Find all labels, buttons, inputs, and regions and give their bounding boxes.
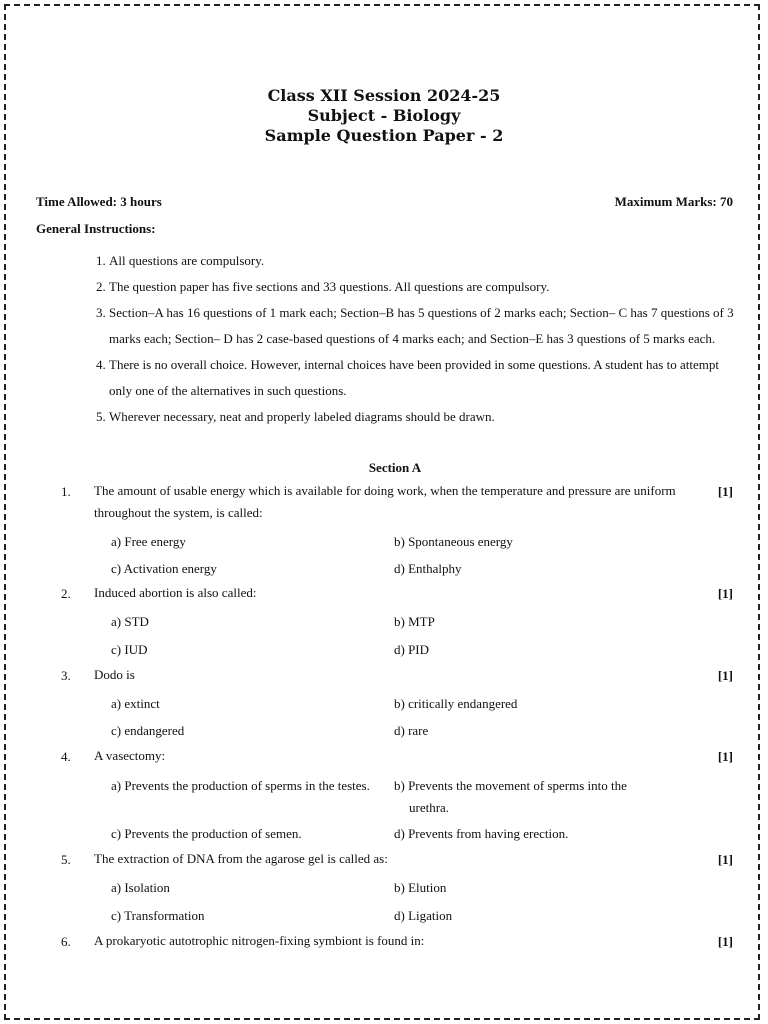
option-d: d) Ligation [394,908,453,923]
option-c: c) Activation energy [111,561,217,576]
option-a: a) Free energy [111,534,186,549]
question-number: 2. [61,586,71,601]
option-a: a) Isolation [111,880,170,895]
instruction-item: 1. All questions are compulsory. [96,253,265,268]
option-c: c) endangered [111,723,185,738]
question-number: 3. [61,668,71,683]
option-a: a) extinct [111,696,160,711]
question-text: A vasectomy: [94,748,166,763]
instruction-item: 5. Wherever necessary, neat and properly labeled diagrams should be drawn. [96,409,495,424]
question-marks: [1] [717,749,733,764]
question-marks: [1] [717,668,733,683]
instruction-item: 2. The question paper has five sections and 33 questions. All questions are compulsory. [96,279,550,294]
question-marks: [1] [717,484,733,499]
subject-title: Subject - Biology [307,106,461,125]
paper-title: Sample Question Paper - 2 [264,126,504,145]
class-session-title: Class XII Session 2024-25 [267,86,501,105]
question-number: 4. [61,749,71,764]
question-marks: [1] [717,934,733,949]
question-number: 5. [61,852,71,867]
instruction-item: 4. There is no overall choice. However, internal choices have been provided in some questions. A student has to attempt only one of the alternatives in such questions. [96,357,719,398]
option-a: a) Prevents the production of sperms in the testes. [111,778,370,793]
option-b: b) MTP [394,614,435,629]
option-b: b) critically endangered [394,696,518,711]
option-b: b) Spontaneous energy [394,534,513,549]
general-instructions-title: General Instructions: [36,221,156,236]
time-allowed: Time Allowed: 3 hours [36,194,162,209]
option-d: d) Enthalphy [394,561,462,576]
instruction-item: 3. Section–A has 16 questions of 1 mark each; Section–B has 5 questions of 2 marks each; Section– C has 7 questions of 3 marks each; Section– D has 2 case-based questions of 4 marks each; and Section–E has 3 questions of 5 marks each. [96,305,734,346]
option-c: c) Prevents the production of semen. [111,826,302,841]
meta-row [36,194,733,210]
option-b: b) Prevents the movement of sperms into the urethra. [394,778,627,815]
question-text: A prokaryotic autotrophic nitrogen-fixing symbiont is found in: [94,933,425,948]
question-text: Dodo is [94,667,135,682]
question-marks: [1] [717,852,733,867]
option-c: c) IUD [111,642,148,657]
option-c: c) Transformation [111,908,205,923]
question-number: 1. [61,484,71,499]
option-d: d) Prevents from having erection. [394,826,569,841]
instructions-list [96,248,736,430]
section-title: Section A [368,460,422,475]
question-number: 6. [61,934,71,949]
option-d: d) rare [394,723,429,738]
question-text: The amount of usable energy which is available for doing work, when the temperature and pressure are uniform throughout the system, is called: [94,483,676,520]
option-a: a) STD [111,614,149,629]
option-d: d) PID [394,642,430,657]
question-marks: [1] [717,586,733,601]
question-text: The extraction of DNA from the agarose gel is called as: [94,851,388,866]
question-text: Induced abortion is also called: [94,585,257,600]
maximum-marks: Maximum Marks: 70 [614,194,733,209]
option-b: b) Elution [394,880,447,895]
paper-header [0,86,768,146]
